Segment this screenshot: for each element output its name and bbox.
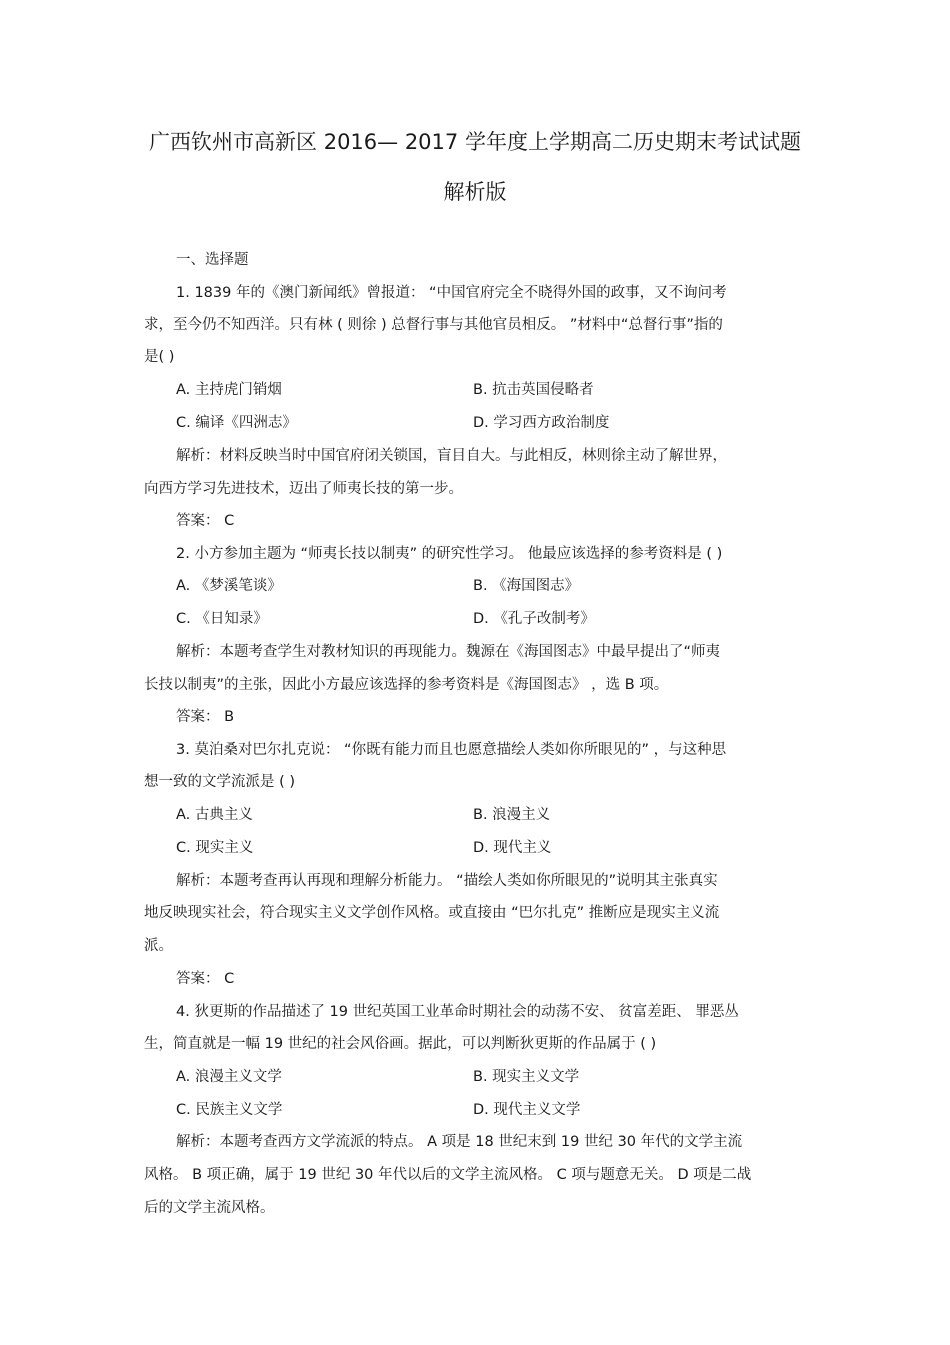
question-1-analysis-line-1: 解析：材料反映当时中国官府闭关锁国，盲目自大。与此相反，林则徐主动了解世界， <box>176 448 727 464</box>
question-4-option-c: C. 民族主义文学 <box>176 1102 283 1118</box>
question-3-stem-line-2: 想一致的文学流派是 ( ) <box>144 774 296 790</box>
question-1-option-c: C. 编译《四洲志》 <box>176 415 297 431</box>
document-subtitle: 解析版 <box>443 180 507 204</box>
question-1-option-a: A. 主持虎门销烟 <box>176 382 282 398</box>
question-3-analysis-line-1: 解析：本题考查再认再现和理解分析能力。 “描绘人类如你所眼见的”说明其主张真实 <box>176 873 718 889</box>
question-3-stem-line-1: 3. 莫泊桑对巴尔扎克说： “你既有能力而且也愿意描绘人类如你所眼见的” ，与这种思 <box>176 742 727 758</box>
question-3-analysis-line-3: 派。 <box>144 938 173 954</box>
question-1-option-d: D. 学习西方政治制度 <box>473 415 610 431</box>
question-2-option-c: C. 《日知录》 <box>176 611 268 627</box>
question-3-option-d: D. 现代主义 <box>473 840 552 856</box>
question-1-answer: 答案： C <box>176 513 235 529</box>
question-4-analysis-line-3: 后的文学主流风格。 <box>144 1200 275 1216</box>
question-2-answer: 答案： B <box>176 709 235 725</box>
question-2-option-d: D. 《孔子改制考》 <box>473 611 595 627</box>
question-2-analysis-line-2: 长技以制夷”的主张，因此小方最应该选择的参考资料是《海国图志》 ，选 B 项。 <box>144 677 669 693</box>
section-heading: 一、选择题 <box>176 252 249 268</box>
question-2-option-b: B. 《海国图志》 <box>473 578 580 594</box>
question-3-analysis-line-2: 地反映现实社会，符合现实主义文学创作风格。或直接由 “巴尔扎克” 推断应是现实主义流 <box>144 905 720 921</box>
question-1-stem-line-1: 1. 1839 年的《澳门新闻纸》曾报道： “中国官府完全不晓得外国的政事，又不询问考 <box>176 285 727 301</box>
question-2-option-a: A. 《梦溪笔谈》 <box>176 578 282 594</box>
question-4-stem-line-1: 4. 狄更斯的作品描述了 19 世纪英国工业革命时期社会的动荡不安、 贫富差距、 罪恶丛 <box>176 1004 739 1020</box>
question-1-option-b: B. 抗击英国侵略者 <box>473 382 594 398</box>
question-3-option-b: B. 浪漫主义 <box>473 807 551 823</box>
question-2-analysis-line-1: 解析：本题考查学生对教材知识的再现能力。魏源在《海国图志》中最早提出了“师夷 <box>176 644 721 660</box>
question-4-option-d: D. 现代主义文学 <box>473 1102 581 1118</box>
question-4-analysis-line-2: 风格。 B 项正确，属于 19 世纪 30 年代以后的文学主流风格。 C 项与题意无关。 D 项是二战 <box>144 1167 752 1183</box>
question-3-option-c: C. 现实主义 <box>176 840 254 856</box>
question-2-stem-line-1: 2. 小方参加主题为 “师夷长技以制夷” 的研究性学习。 他最应该选择的参考资料是 ( ) <box>176 546 723 562</box>
document-title: 广西钦州市高新区 2016— 2017 学年度上学期高二历史期末考试试题 <box>149 130 801 154</box>
question-4-option-b: B. 现实主义文学 <box>473 1069 580 1085</box>
question-3-option-a: A. 古典主义 <box>176 807 253 823</box>
question-1-analysis-line-2: 向西方学习先进技术，迈出了师夷长技的第一步。 <box>144 481 463 497</box>
question-4-analysis-line-1: 解析：本题考查西方文学流派的特点。 A 项是 18 世纪末到 19 世纪 30 年代的文学主流 <box>176 1134 743 1150</box>
question-1-stem-line-3: 是( ) <box>144 349 175 365</box>
question-4-stem-line-2: 生，简直就是一幅 19 世纪的社会风俗画。据此，可以判断狄更斯的作品属于 ( ) <box>144 1036 657 1052</box>
question-4-option-a: A. 浪漫主义文学 <box>176 1069 282 1085</box>
question-1-stem-line-2: 求，至今仍不知西洋。只有林 ( 则徐 ) 总督行事与其他官员相反。 ”材料中“总督行事”指的 <box>144 317 723 333</box>
question-3-answer: 答案： C <box>176 971 235 987</box>
